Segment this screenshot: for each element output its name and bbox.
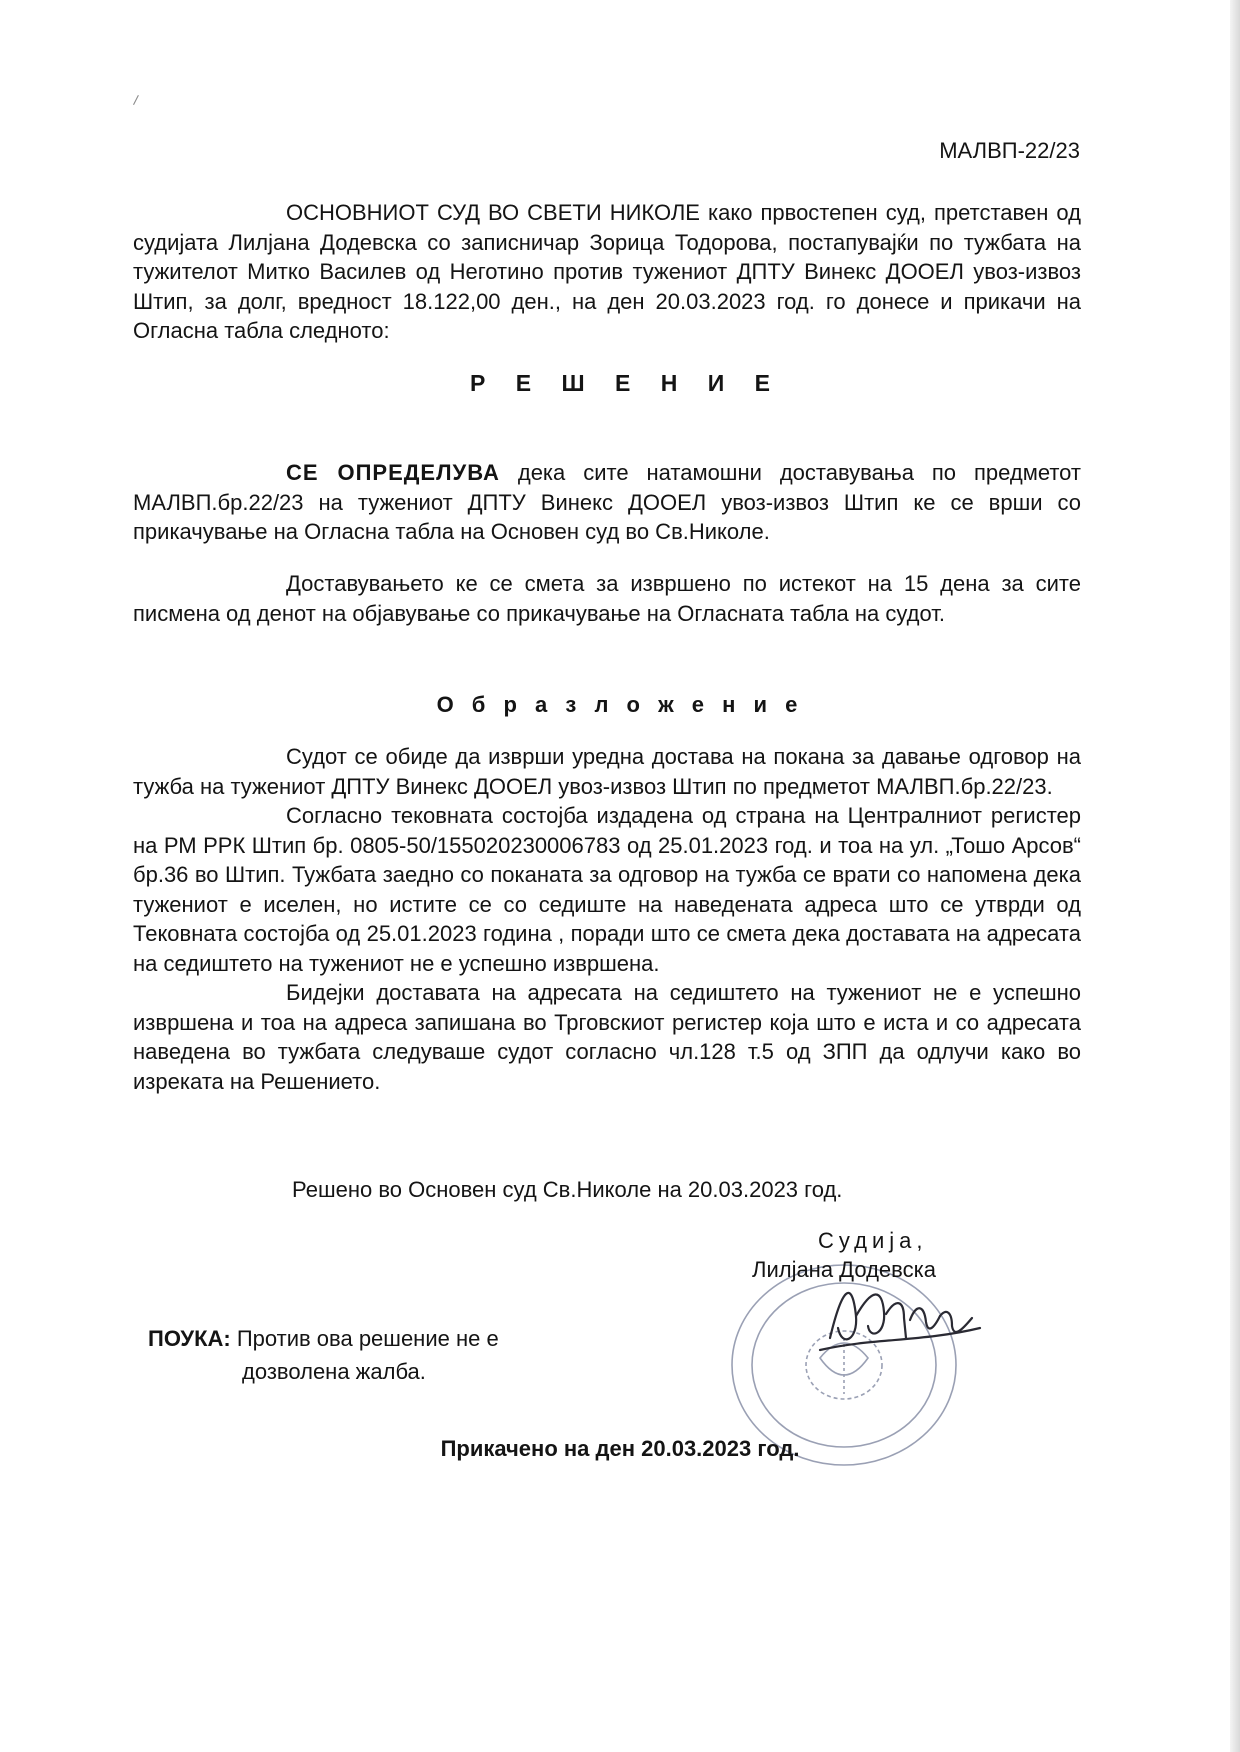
dispositive-paragraph bbox=[133, 458, 1081, 547]
delivery-section bbox=[133, 569, 1081, 628]
delivery-paragraph: Доставувањето ке се смета за извршено по истекот на 15 дена за сите писмена од денот на објавување со прикачување на Огласната табла на судот. bbox=[133, 571, 1081, 626]
decided-line: Решено во Основен суд Св.Николе на 20.03.2023 год. bbox=[292, 1177, 843, 1202]
legal-instruction-line-1 bbox=[148, 1322, 499, 1355]
legal-instruction bbox=[148, 1322, 499, 1388]
judge-title: Судија, bbox=[818, 1228, 928, 1253]
scan-edge bbox=[1230, 0, 1240, 1752]
case-number: МАЛВП-22/23 bbox=[939, 138, 1080, 163]
dispositive-lead: СЕ ОПРЕДЕЛУВА bbox=[286, 460, 500, 485]
dispositive-text: дека сите натамошни доставувања по предметот МАЛВП.бр.22/23 на тужениот ДПТУ Винекс ДООЕЛ увоз-извоз Штип ке се врши со прикачување на Огласна табла на Основен суд во Св.Николе. bbox=[133, 460, 1081, 544]
dispositive-section bbox=[133, 458, 1081, 547]
posted-line: Прикачено на ден 20.03.2023 год. bbox=[440, 1436, 800, 1461]
reasoning-section bbox=[133, 742, 1081, 1096]
judge-name: Лилјана Додевска bbox=[752, 1257, 936, 1282]
reasoning-paragraph-1: Судот се обиде да изврши уредна достава на покана за давање одговор на тужба на тужениот ДПТУ Винекс ДООЕЛ увоз-извоз Штип по предметот МАЛВП.бр.22/23. bbox=[133, 744, 1081, 799]
legal-instruction-label: ПОУКА: bbox=[148, 1326, 231, 1351]
intro-paragraph: ОСНОВНИОТ СУД ВО СВЕТИ НИКОЛЕ како првостепен суд, претставен од судијата Лилјана Додевска со записничар Зорица Тодорова, постапувајќи по тужбата на тужителот Митко Василев од Неготино против тужениот ДПТУ Винекс ДООЕЛ увоз-извоз Штип, за долг, вредност 18.122,00 ден., на ден 20.03.2023 год. го донесе и прикачи на Огласна табла следното: bbox=[133, 200, 1081, 343]
reasoning-paragraph-3: Бидејки доставата на адресата на седиштето на тужениот не е успешно извршена и тоа на адреса запишана во Трговскиот регистер која што е иста и со адресата наведена во тужбата следуваше судот согласно чл.128 т.5 од ЗПП да одлучи како во изреката на Решението. bbox=[133, 980, 1081, 1094]
judge-signature bbox=[812, 1268, 987, 1368]
scan-mark: / bbox=[132, 91, 140, 109]
reasoning-paragraph-2: Согласно тековната состојба издадена од страна на Централниот регистер на РМ РРК Штип бр. 0805-50/155020230006783 од 25.01.2023 год. и тоа на ул. „Тошо Арсов“ бр.36 во Штип. Тужбата заедно со поканата за одговор на тужба се врати со напомена дека тужениот е иселен, но истите се со седиште на наведената адреса што се утврди од Тековната состојба од 25.01.2023 година , поради што се смета дека доставата на адресата на седиштето на тужениот не е успешно извршена. bbox=[133, 803, 1081, 976]
decision-heading: Р Е Ш Е Н И Е bbox=[470, 370, 782, 396]
reasoning-heading: О б р а з л о ж е н и е bbox=[436, 692, 804, 717]
intro-section bbox=[133, 198, 1081, 346]
legal-instruction-line-2: дозволена жалба. bbox=[242, 1359, 426, 1384]
legal-instruction-text: Против ова решение не е bbox=[230, 1326, 499, 1351]
